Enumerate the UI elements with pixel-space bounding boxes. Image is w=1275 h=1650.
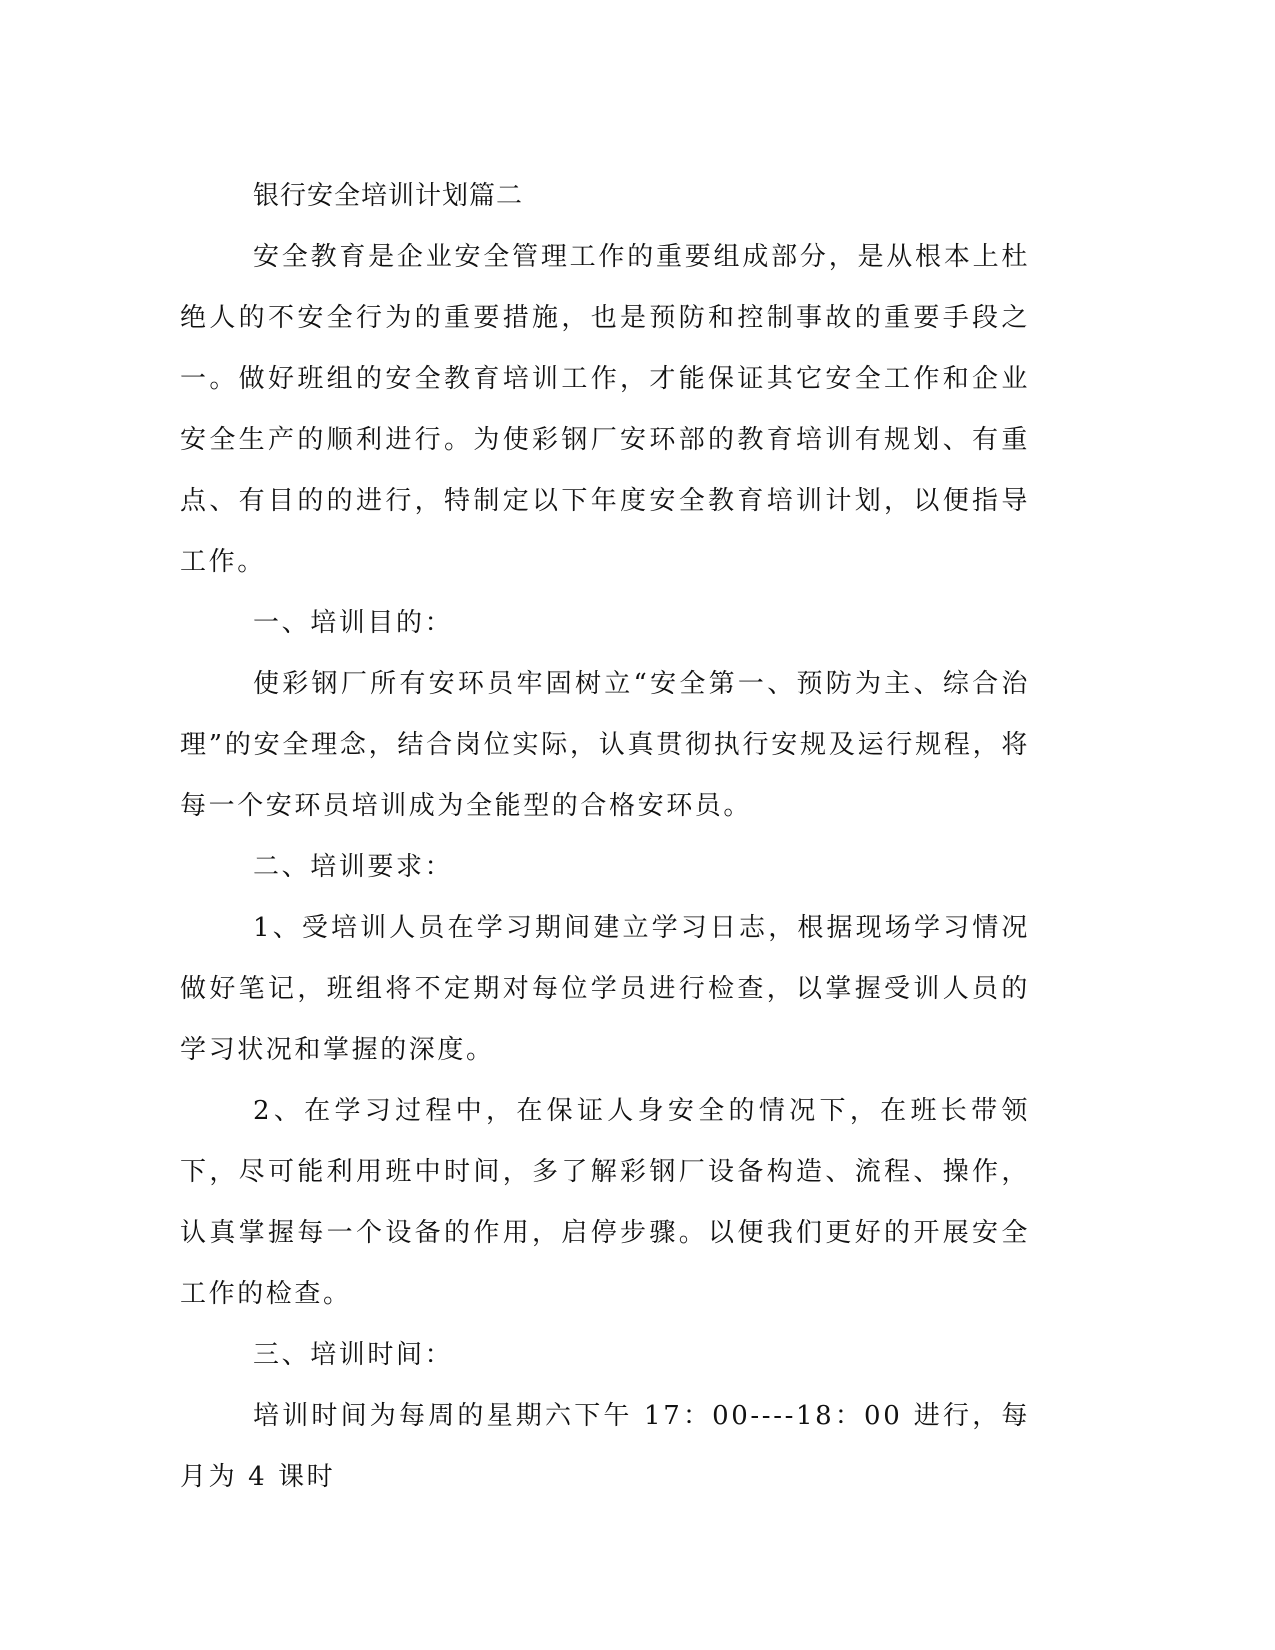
heading-training-time: 三、培训时间： (253, 1340, 454, 1370)
paragraph-intro: 安全教育是企业安全管理工作的重要组成部分，是从根本上杜绝人的不安全行为的重要措施，也是预防和控制事故的重要手段之一。做好班组的安全教育培训工作，才能保证其它安全工作和企业安全生产的顺利进行。为使彩钢厂安环部的教育培训有规划、有重点、有目的的进行，特制定以下年度安全教育培训计划，以便指导工作。 (180, 242, 1030, 577)
paragraph-training-time: 培训时间为每周的星期六下午 17：00----18：00 进行，每月为 4 课时 (180, 1401, 1030, 1492)
heading-training-requirements: 二、培训要求： (253, 852, 454, 882)
paragraph-requirement-2: 2、在学习过程中，在保证人身安全的情况下，在班长带领下，尽可能利用班中时间，多了解彩钢厂设备构造、流程、操作，认真掌握每一个设备的作用，启停步骤。以便我们更好的开展安全工作的检查。 (180, 1096, 1030, 1309)
heading-training-purpose: 一、培训目的： (253, 608, 454, 638)
document-body (180, 166, 1030, 1508)
paragraph-training-purpose: 使彩钢厂所有安环员牢固树立“安全第一、预防为主、综合治理”的安全理念，结合岗位实际，认真贯彻执行安规及运行规程，将每一个安环员培训成为全能型的合格安环员。 (180, 669, 1030, 821)
paragraph-requirement-1: 1、受培训人员在学习期间建立学习日志，根据现场学习情况做好笔记，班组将不定期对每位学员进行检查，以掌握受训人员的学习状况和掌握的深度。 (180, 913, 1030, 1065)
document-title: 银行安全培训计划篇二 (253, 181, 524, 211)
